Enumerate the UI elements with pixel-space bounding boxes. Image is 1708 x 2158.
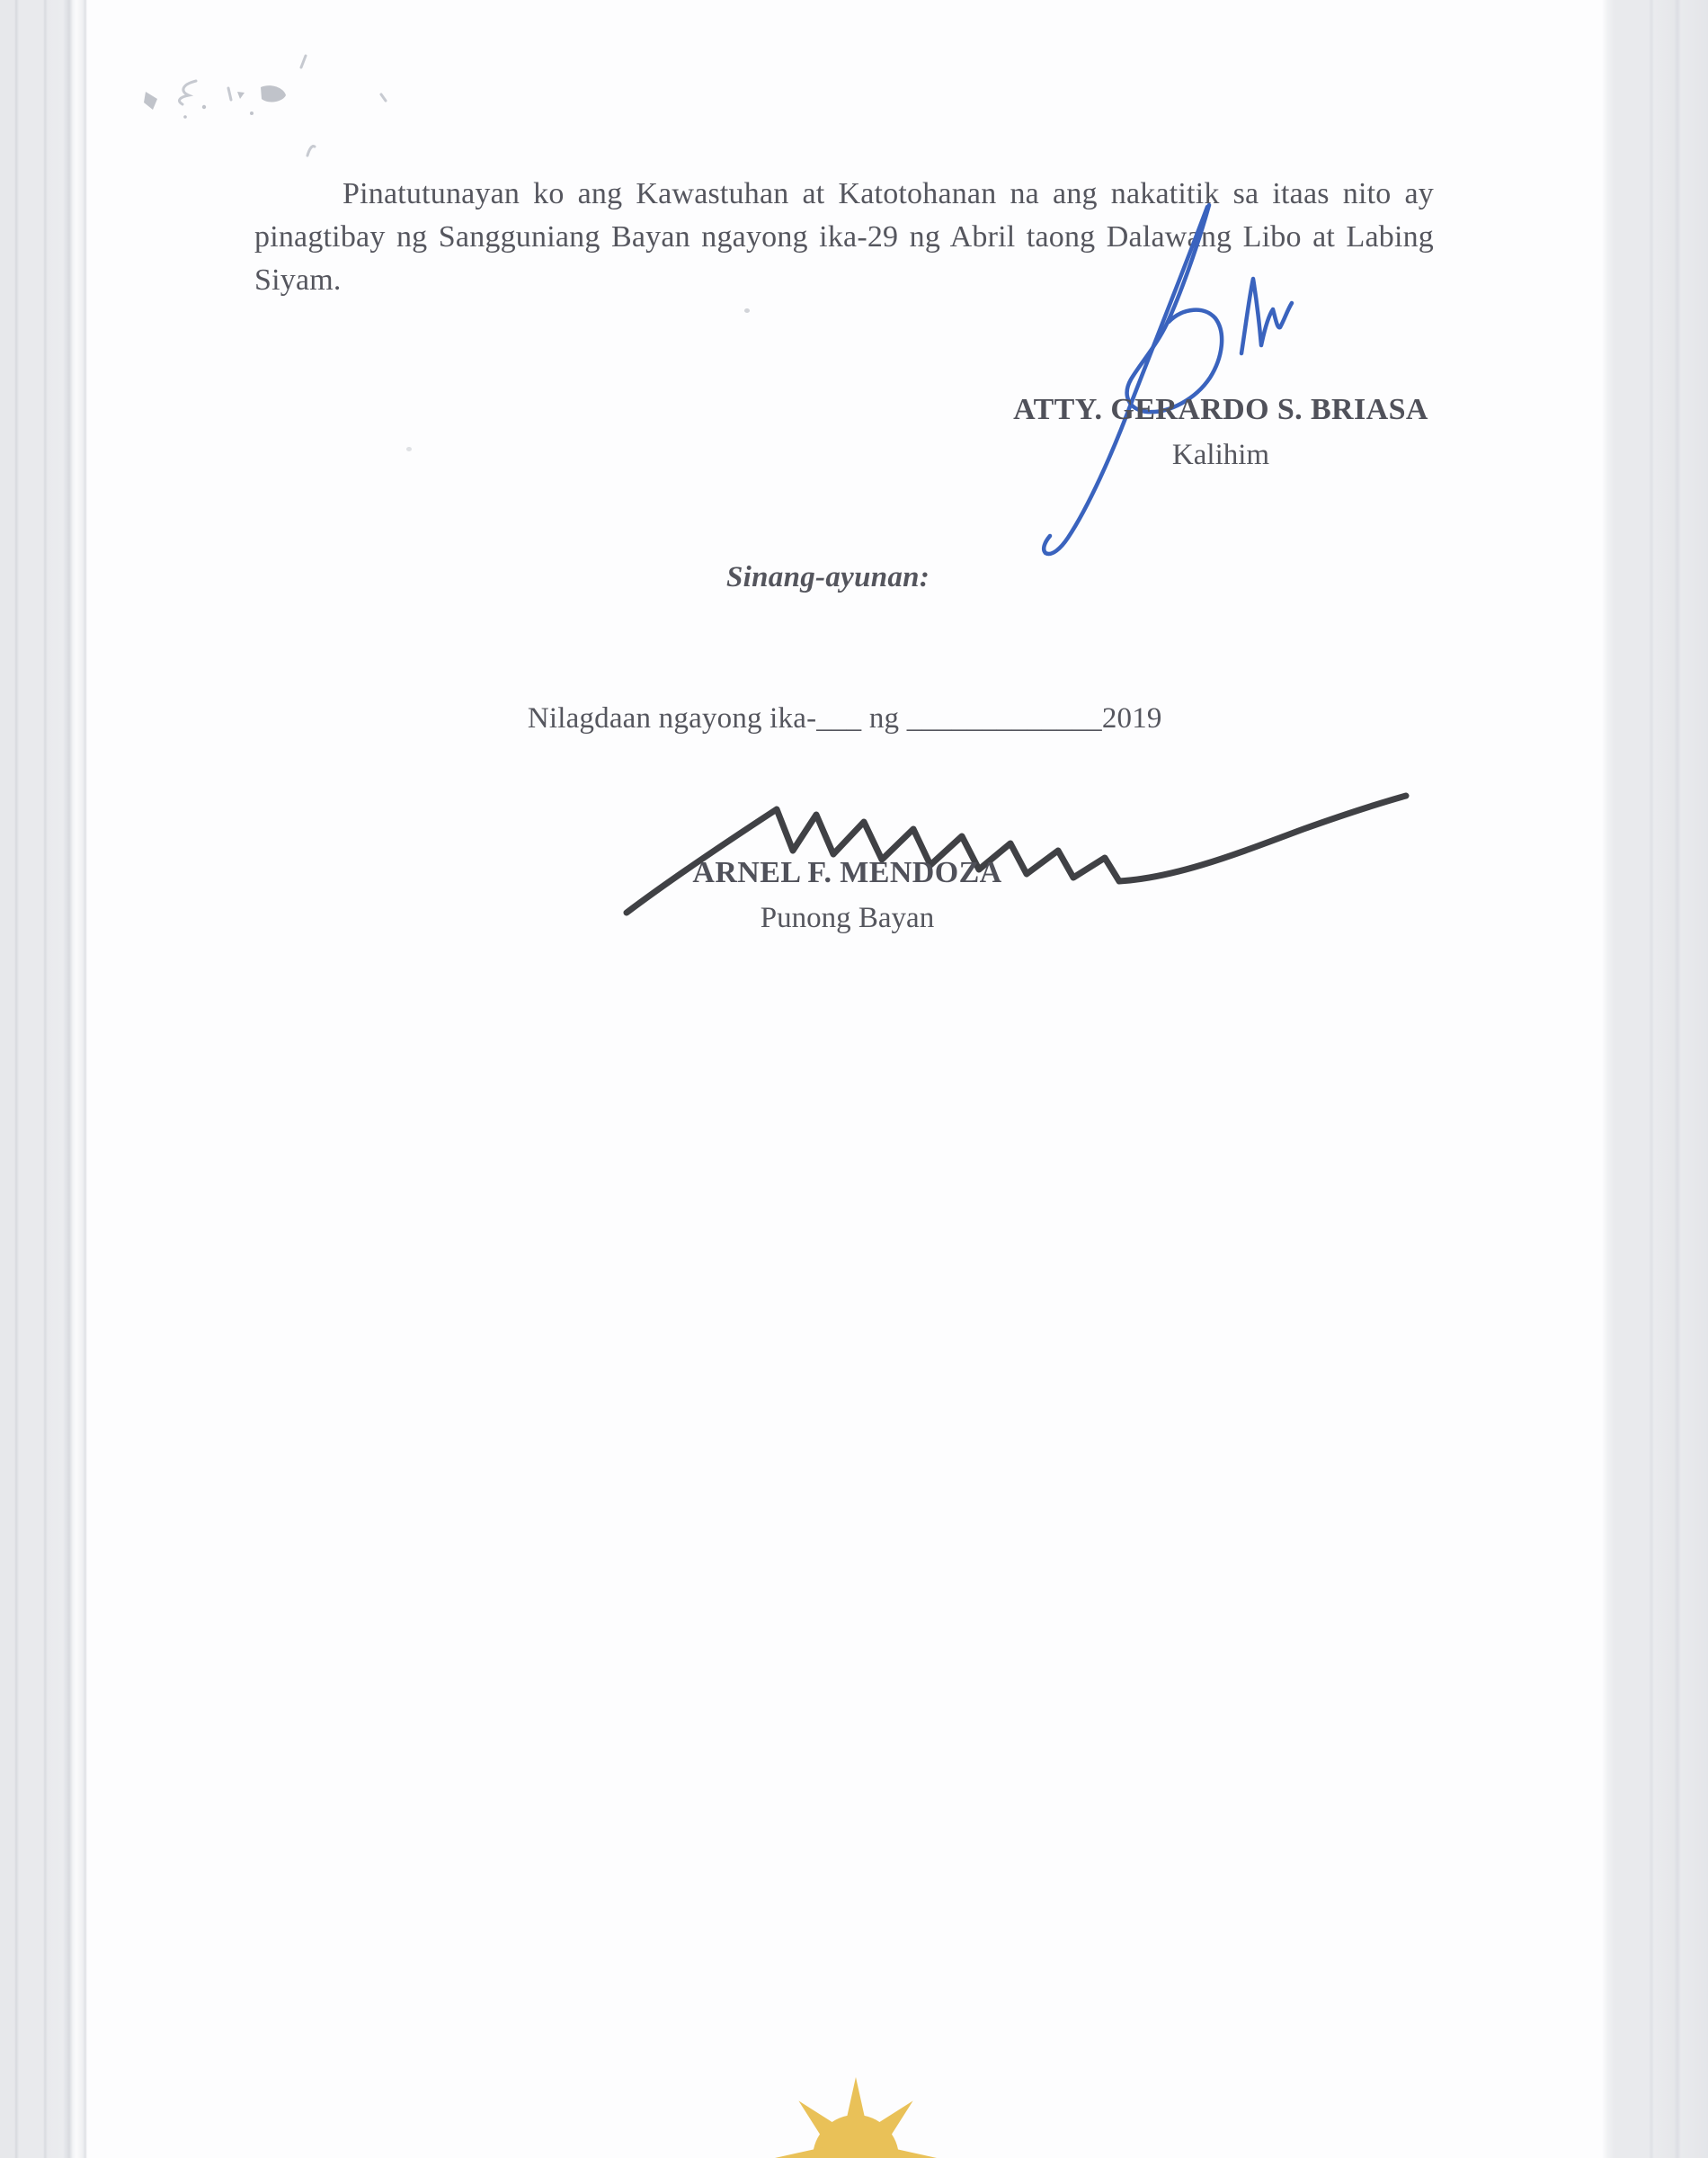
date-month-blank: _____________ — [906, 702, 1102, 735]
secretary-title: Kalihim — [1171, 439, 1270, 471]
scan-speck — [406, 447, 412, 451]
scan-edge-right — [1602, 0, 1708, 2158]
pencil-smudge-marks — [117, 36, 440, 171]
date-year: 2019 — [1101, 702, 1162, 735]
mayor-title: Punong Bayan — [760, 902, 935, 934]
signing-date-line — [497, 669, 1162, 769]
date-prefix: Nilagdaan ngayong ika- — [527, 702, 817, 735]
secretary-name: ATTY. GERARDO S. BRIASA — [1013, 393, 1428, 426]
certification-paragraph: Pinatutunayan ko ang Kawastuhan at Katotohanan na ang nakatitik sa itaas nito ay pinagtibay ng Sangguniang Bayan ngayong ika-29 ng Abril taong Dalawang Libo at Labing Siyam. — [254, 177, 1434, 297]
date-day-blank: ___ — [816, 702, 862, 735]
mayor-signatory-block — [620, 856, 1074, 935]
scan-speck — [744, 308, 750, 313]
mayor-name: ARNEL F. MENDOZA — [692, 856, 1002, 889]
date-connector: ng — [861, 702, 907, 735]
secretary-signature — [1025, 180, 1312, 566]
philippine-sun-seal-icon — [756, 2072, 956, 2158]
secretary-signatory-block — [992, 393, 1450, 472]
scan-edge-left — [0, 0, 87, 2158]
approval-heading: Sinang-ayunan: — [726, 561, 930, 593]
